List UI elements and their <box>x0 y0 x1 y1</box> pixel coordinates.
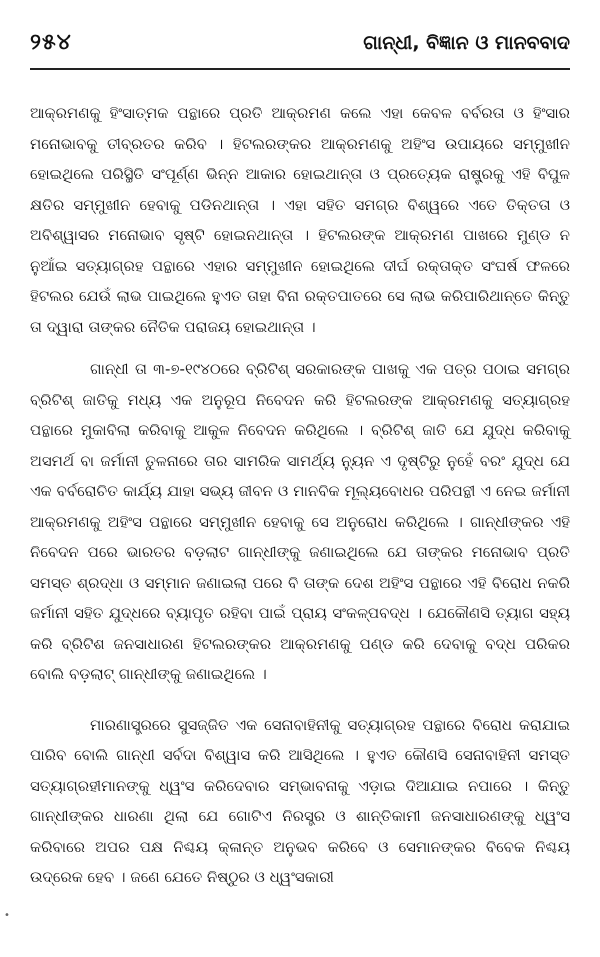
running-header <box>30 30 570 64</box>
margin-mark: • <box>4 910 10 921</box>
paragraph-1: ଆକ୍ରମଣକୁ ହିଂସାତ୍ମକ ପନ୍ଥାରେ ପ୍ରତି ଆକ୍ରମଣ କଲେ ଏହା କେବଳ ବର୍ବରତା ଓ ହିଂସାର ମନୋଭାବକୁ ତୀବ୍ରତର କରିବ । ହିଟଲରଙ୍କର ଆକ୍ରମଣକୁ ଅହିଂସ ଉପାୟରେ ସମ୍ମୁଖୀନ ହୋଇଥିଲେ ପରିସ୍ଥିତି ସଂପୂର୍ଣ୍ଣ ଭିନ୍ନ ଆକାର ହୋଇଥାନ୍ତା ଓ ପ୍ରତ୍ୟେକ ରାଷ୍ଟ୍ରକୁ ଏହି ବିପୁଳ କ୍ଷତିର ସମ୍ମୁଖୀନ ହେବାକୁ ପଡିନଥାନ୍ତା । ଏହା ସହିତ ସମଗ୍ର ବିଶ୍ୱରେ ଏତେ ତିକ୍ତତା ଓ ଅବିଶ୍ୱାସର ମନୋଭାବ ସୃଷ୍ଟି ହୋଇନଥାନ୍ତା । ହିଟଲରଙ୍କ ଆକ୍ରମଣ ପାଖରେ ମୁଣ୍ଡ ନ ନୁଆଁଇ ସତ୍ୟାଗ୍ରହ ପନ୍ଥାରେ ଏହାର ସମ୍ମୁଖୀନ ହୋଇଥିଲେ ଦୀର୍ଘ ରକ୍ତାକ୍ତ ସଂଘର୍ଷ ଫଳରେ ହିଟଲର ଯେଉଁ ଲାଭ ପାଇଥିଲେ ହୁଏତ ତାହା ବିନା ରକ୍ତପାତରେ ସେ ଲାଭ କରିପାରିଥାନ୍ତେ କିନ୍ତୁ ତା ଦ୍ୱାରା ତାଙ୍କର ନୈତିକ ପରାଜୟ ହୋଇଥାନ୍ତା । <box>30 104 570 336</box>
running-title: ଗାନ୍ଧୀ, ବିଜ୍ଞାନ ଓ ମାନବବାଦ <box>363 32 570 54</box>
paragraph-3: ମାରଣାସ୍ତ୍ରରେ ସୁସଜ୍ଜିତ ଏକ ସେନାବାହିନୀକୁ ସତ୍ୟାଗ୍ରହ ପନ୍ଥାରେ ବିରୋଧ କରାଯାଇ ପାରିବ ବୋଲି ଗାନ୍ଧୀ ସର୍ବଦା ବିଶ୍ୱାସ କରି ଆସିଥିଲେ । ହୁଏତ କୌଣସି ସେନାବାହିନୀ ସମସ୍ତ ସତ୍ୟାଗ୍ରହୀମାନଙ୍କୁ ଧ୍ୱଂସ କରିଦେବାର ସମ୍ଭାବନାକୁ ଏଡ଼ାଇ ଦିଆଯାଇ ନପାରେ । କିନ୍ତୁ ଗାନ୍ଧୀଙ୍କର ଧାରଣା ଥିଲା ଯେ ଗୋଟିଏ ନିରସ୍ତ୍ର ଓ ଶାନ୍ତିକାମୀ ଜନସାଧାରଣଙ୍କୁ ଧ୍ୱଂସ କରିବାରେ ଅପର ପକ୍ଷ ନିଶ୍ଚୟ କ୍ଳାନ୍ତ ଅନୁଭବ କରିବେ ଓ ସେମାନଙ୍କର ବିବେକ ନିଶ୍ଚୟ ଉଦ୍ରେକ ହେବ । ଜଣେ ଯେତେ ନିଷ୍ଠୁର ଓ ଧ୍ୱଂସକାରୀ <box>30 715 570 886</box>
header-rule <box>30 68 570 70</box>
page-number: ୨୫୪ <box>30 30 72 55</box>
paragraph-2: ଗାନ୍ଧୀ ତା ୩-୭-୧୯୪୦ରେ ବ୍ରିଟିଶ୍ ସରକାରଙ୍କ ପାଖକୁ ଏକ ପତ୍ର ପଠାଇ ସମଗ୍ର ବ୍ରିଟିଶ୍ ଜାତିକୁ ମଧ୍ୟ ଏକ ଅନୁରୂପ ନିବେଦନ କରି ହିଟଲରଙ୍କ ଆକ୍ରମଣକୁ ସତ୍ୟାଗ୍ରହ ପନ୍ଥାରେ ମୁକାବିଲା କରିବାକୁ ଆକୁଳ ନିବେଦନ କରିଥିଲେ । ବ୍ରିଟିଶ୍ ଜାତି ଯେ ଯୁଦ୍ଧ କରିବାକୁ ଅସମର୍ଥ ବା ଜର୍ମାନୀ ତୁଳନାରେ ତାର ସାମରିକ ସାମର୍ଥ୍ୟ ନ୍ୟୁନ ଏ ଦୃଷ୍ଟିରୁ ନୁହେଁ ବରଂ ଯୁଦ୍ଧ ଯେ ଏକ ବର୍ବରୋଚିତ କାର୍ଯ୍ୟ ଯାହା ସଭ୍ୟ ଜୀବନ ଓ ମାନବିକ ମୂଲ୍ୟବୋଧର ପରିପନ୍ଥୀ ଏ ନେଇ ଜର୍ମାନୀ ଆକ୍ରମଣକୁ ଅହିଂସ ପନ୍ଥାରେ ସମ୍ମୁଖୀନ ହେବାକୁ ସେ ଅନୁରୋଧ କରିଥିଲେ । ଗାନ୍ଧୀଙ୍କର ଏହି ନିବେଦନ ପରେ ଭାରତର ବଡ଼ଲାଟ ଗାନ୍ଧୀଙ୍କୁ ଜଣାଇଥିଲେ ଯେ ତାଙ୍କର ମନୋଭାବ ପ୍ରତି ସମସ୍ତ ଶ୍ରଦ୍ଧା ଓ ସମ୍ମାନ ଜଣାଇଲା ପରେ ବି ତାଙ୍କ ଦେଶ ଅହିଂସ ପନ୍ଥାରେ ଏହି ବିରୋଧ ନକରି ଜର୍ମାନୀ ସହିତ ଯୁଦ୍ଧରେ ବ୍ୟାପୃତ ରହିବା ପାଇଁ ପ୍ରାୟ ସଂକଳ୍ପବଦ୍ଧ । ଯେକୌଣସି ତ୍ୟାଗ ସହ୍ୟ କରି ବ୍ରିଟିଶ ଜନସାଧାରଣ ହିଟଲରଙ୍କର ଆକ୍ରମଣକୁ ପଣ୍ଡ କରି ଦେବାକୁ ବଦ୍ଧ ପରିକର ବୋଲି ବଡ଼ଲାଟ୍ ଗାନ୍ଧୀଙ୍କୁ ଜଣାଇଥିଲେ । <box>30 360 570 683</box>
